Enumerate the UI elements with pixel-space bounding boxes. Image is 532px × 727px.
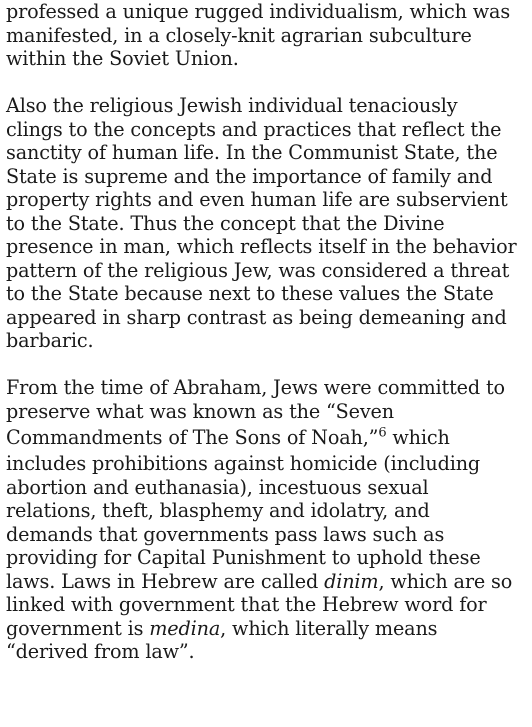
text-line: relations, theft, blasphemy and idolatry, and (6, 499, 430, 522)
text-line: presence in man, which reflects itself in the behavior (6, 235, 517, 258)
text-segment: which (386, 426, 450, 449)
text-line: to the State. Thus the concept that the Divine (6, 211, 445, 235)
paragraph-3 (6, 376, 528, 664)
text-line: to the State because next to these values the State (6, 282, 494, 305)
text-line: pattern of the religious Jew, was considered a threat (6, 258, 510, 282)
text-line: includes prohibitions against homicide (including (6, 452, 481, 475)
text-line: preserve what was known as the “Seven (6, 399, 394, 423)
text-segment: Commandments of The Sons of Noah,” (6, 426, 379, 449)
text-line-with-term (6, 617, 528, 641)
text-line: Also the religious Jewish individual tenaciously (6, 94, 458, 117)
text-line: manifested, in a closely-knit agrarian subculture (6, 23, 472, 47)
text-segment: government is (6, 616, 150, 640)
text-line: abortion and euthanasia), incestuous sexual (6, 475, 429, 499)
text-line: From the time of Abraham, Jews were committed to (6, 376, 505, 399)
text-line: barbaric. (6, 329, 94, 352)
hebrew-term-medina: medina (149, 616, 221, 640)
text-line: property rights and even human life are subservient (6, 188, 508, 211)
text-line-with-term (6, 570, 528, 594)
text-line: professed a unique rugged individualism, which was (6, 0, 511, 23)
text-line: providing for Capital Punishment to uphold these (6, 546, 481, 569)
text-line: within the Soviet Union. (6, 47, 239, 70)
hebrew-term-dinim: dinim (324, 569, 379, 593)
text-line: appeared in sharp contrast as being demeaning and (6, 305, 507, 329)
paragraph-1 (6, 0, 528, 71)
paragraph-2 (6, 94, 528, 353)
text-line: sanctity of human life. In the Communist State, the (6, 141, 498, 164)
text-line: linked with government that the Hebrew word for (6, 593, 487, 616)
footnote-reference[interactable]: 6 (378, 425, 387, 441)
text-line: State is supreme and the importance of family and (6, 164, 493, 188)
text-line: demands that governments pass laws such as (6, 522, 445, 546)
text-line-with-footnote (6, 423, 528, 452)
text-line: “derived from law”. (6, 640, 195, 663)
text-segment: , which literally means (220, 616, 438, 640)
text-segment: , which are so (378, 569, 513, 593)
text-line: clings to the concepts and practices that reflect the (6, 117, 502, 141)
text-segment: laws. Laws in Hebrew are called (6, 569, 325, 593)
